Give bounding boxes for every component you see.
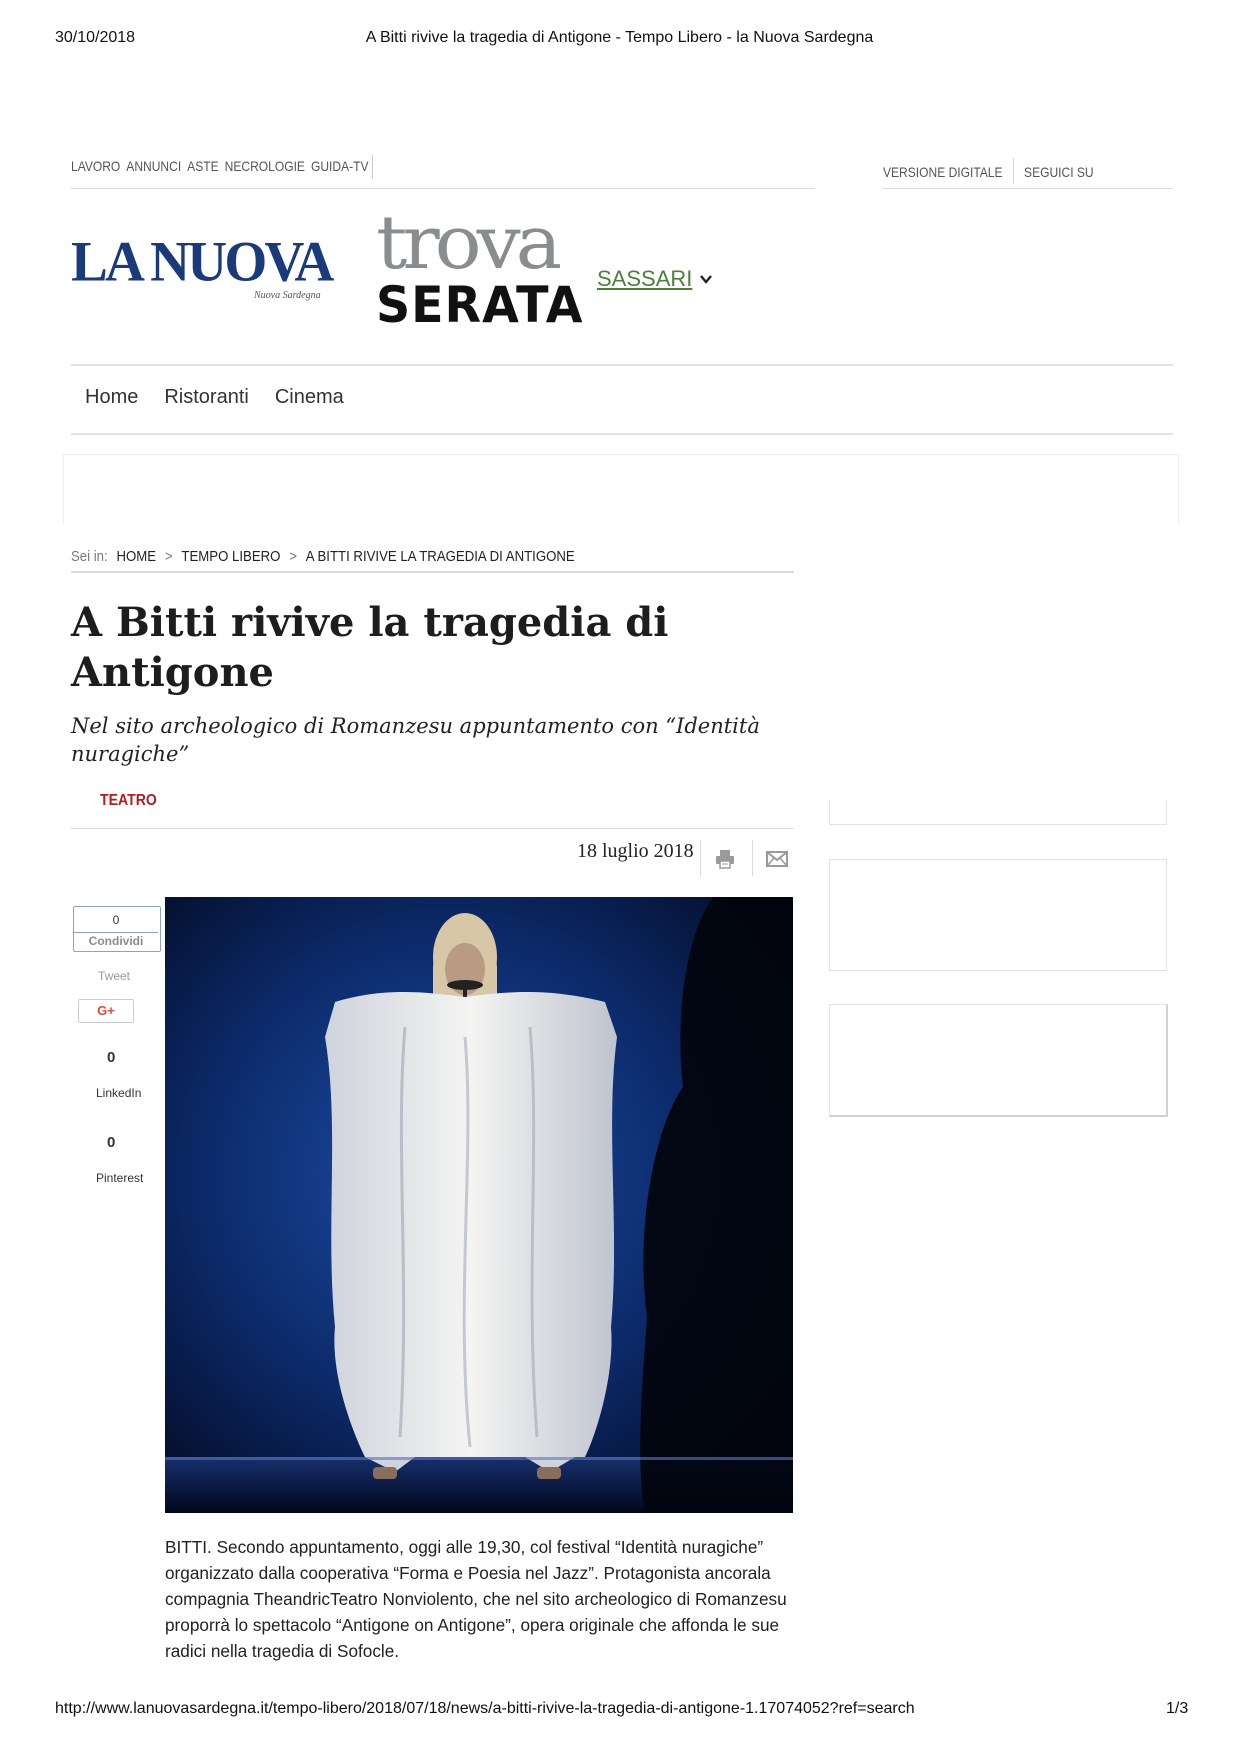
print-icon[interactable] [714,848,736,870]
top-link-aste[interactable]: ASTE [187,158,219,174]
top-link-lavoro[interactable]: LAVORO [71,158,121,174]
ad-banner [63,454,1179,523]
print-page-title: A Bitti rivive la tragedia di Antigone - Tempo Libero - la Nuova Sardegna [365,29,874,46]
print-date: 30/10/2018 [55,29,136,46]
top-right-links [883,164,1094,190]
share-button[interactable]: Condividi [74,932,158,950]
sidebar-box [829,800,1167,825]
breadcrumb-tempo-libero[interactable]: TEMPO LIBERO [181,548,281,565]
category-tag[interactable]: TEATRO [100,792,157,809]
digital-version-link[interactable]: VERSIONE DIGITALE [883,164,1003,180]
nav-item-cinema[interactable]: Cinema [274,386,344,408]
google-plus-button[interactable]: G+ [78,999,134,1023]
tool-divider [700,840,701,876]
nav-rule-bottom [71,433,1173,435]
la-nuova-logo[interactable]: LA NUOVA [71,230,332,293]
print-url: http://www.lanuovasardegna.it/tempo-libero/2018/07/18/news/a-bitti-rivive-la-tragedia-di-antigone-1.17074052?ref=search [55,1700,915,1717]
tweet-button[interactable]: Tweet [98,969,131,983]
breadcrumb-separator: > [164,548,173,565]
breadcrumb-separator: > [289,548,297,565]
nav-rule-top [71,364,1173,366]
nav-item-ristoranti[interactable]: Ristoranti [164,386,249,408]
nav-item-home[interactable]: Home [85,386,139,408]
top-link-guida-tv[interactable]: GUIDA-TV [310,158,369,174]
city-selector[interactable] [597,266,714,292]
top-rule [71,188,815,189]
city-name: SASSARI [597,266,693,291]
breadcrumb [71,548,575,565]
category-rule [71,828,794,829]
article-photo [165,897,793,1513]
linkedin-count: 0 [107,1049,116,1066]
la-nuova-logo-subtitle: Nuova Sardegna [254,290,321,301]
top-link-necrologie[interactable]: NECROLOGIE [224,158,305,174]
breadcrumb-label: Sei in: [71,548,108,565]
top-link-annunci[interactable]: ANNUNCI [126,158,182,174]
article-subtitle: Nel sito archeologico di Romanzesu appuntamento con “Identità nuragiche” [71,714,760,766]
sidebar-box [829,1004,1168,1117]
sidebar-box [829,859,1167,971]
top-right-rule [882,188,1173,189]
tool-divider [752,840,753,876]
main-nav [85,386,344,409]
pinterest-count: 0 [107,1134,116,1151]
breadcrumb-rule [71,571,794,573]
chevron-down-icon [698,271,714,287]
trova-logo[interactable]: trova [376,200,558,286]
article-body: BITTI. Secondo appuntamento, oggi alle 19,30, col festival “Identità nuragiche” organizzato dalla cooperativa “Forma e Poesia nel Jazz”. Protagonista ancorala compagnia TheandricTeatro Nonviolento, che nel sito archeologico di Romanzesu proporrà lo spettacolo “Antigone on Antigone”, opera originale che affonda le sue radici nella tragedia di Sofocle. [165,1537,787,1661]
breadcrumb-home[interactable]: HOME [116,548,157,565]
pinterest-button[interactable]: Pinterest [96,1171,144,1185]
share-count: 0 [112,913,120,927]
print-page-number: 1/3 [1166,1700,1189,1717]
follow-us-link[interactable]: SEGUICI SU [1024,164,1094,180]
serata-logo[interactable]: SERATA [376,276,584,334]
article-date: 18 luglio 2018 [577,840,694,862]
breadcrumb-current: A BITTI RIVIVE LA TRAGEDIA DI ANTIGONE [305,548,575,565]
top-links [71,158,368,174]
linkedin-button[interactable]: LinkedIn [96,1086,142,1100]
top-links-divider [372,155,373,179]
top-right-divider [1013,158,1014,184]
article-title: A Bitti rivive la tragedia di Antigone [71,599,669,696]
mail-icon[interactable] [766,851,788,867]
